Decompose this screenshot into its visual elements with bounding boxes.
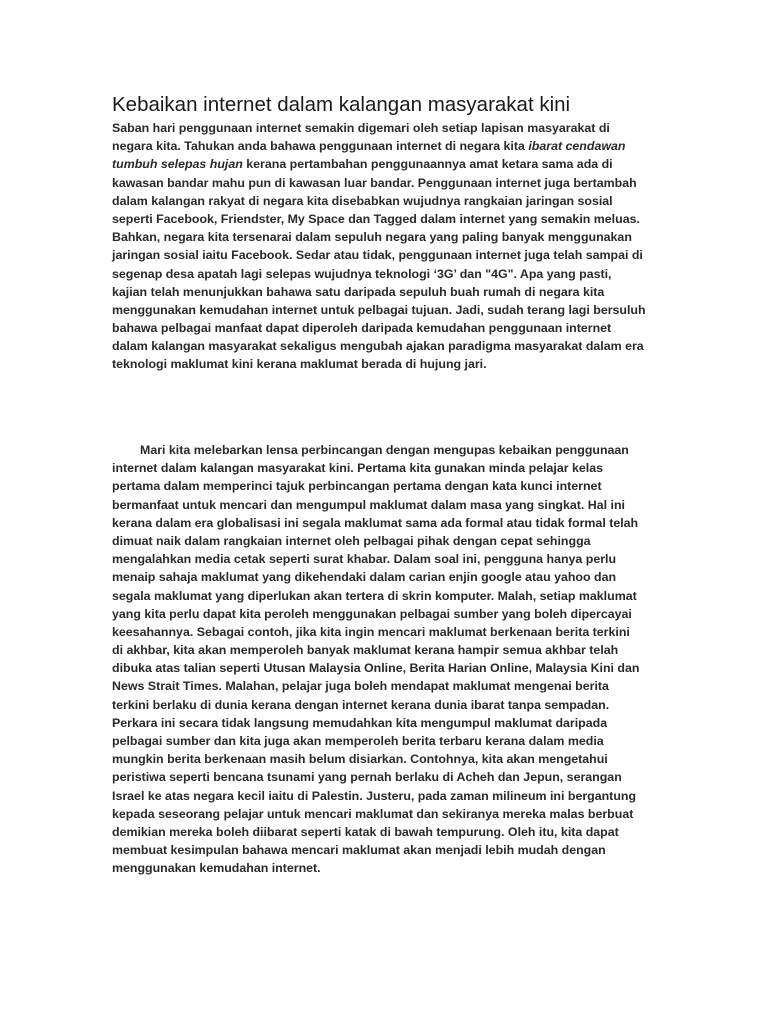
paragraph-line: segenap desa apatah lagi selepas wujudnya teknologi ‘3G’ dan "4G". Apa yang pasti, bbox=[112, 266, 612, 281]
paragraph-line: kajian telah menunjukkan bahawa satu daripada sepuluh buah rumah di negara kita bbox=[112, 284, 605, 299]
paragraph-line: menggunakan kemudahan internet untuk pelbagai tujuan. Jadi, sudah terang lagi bersuluh bbox=[112, 302, 646, 317]
paragraph-1 bbox=[112, 119, 656, 374]
paragraph-line: dalam kalangan rakyat di negara kita disebabkan wujudnya rangkaian jaringan sosial bbox=[112, 193, 613, 208]
paragraph-line: seperti Facebook, Friendster, My Space dan Tagged dalam internet yang semakin meluas. bbox=[112, 211, 640, 226]
line-text: negara kita. Tahukan anda bahawa penggunaan internet di negara kita bbox=[112, 139, 529, 154]
paragraph-line bbox=[112, 137, 656, 155]
paragraph-line: internet dalam kalangan masyarakat kini. Pertama kita gunakan minda pelajar kelas bbox=[112, 461, 604, 476]
document-title: Kebaikan internet dalam kalangan masyarakat kini bbox=[112, 93, 571, 116]
paragraph-line: menaip sahaja maklumat yang dikehendaki dalam carian enjin google atau yahoo dan bbox=[112, 570, 617, 585]
paragraph-line: Perkara ini secara tidak langsung memudahkan kita mengumpul maklumat daripada bbox=[112, 715, 608, 730]
paragraph-2 bbox=[112, 441, 656, 878]
paragraph-line: Bahkan, negara kita tersenarai dalam sepuluh negara yang paling banyak menggunakan bbox=[112, 230, 632, 245]
paragraph-line: bahawa pelbagai manfaat dapat diperoleh daripada kemudahan penggunaan internet bbox=[112, 321, 612, 336]
line-text: kerana pertambahan penggunaannya amat ketara sama ada di bbox=[242, 157, 613, 172]
paragraph-line: demikian mereka boleh diibarat seperti katak di bawah tempurung. Oleh itu, kita dapat bbox=[112, 824, 619, 839]
paragraph-line: membuat kesimpulan bahawa mencari maklumat akan menjadi lebih mudah dengan bbox=[112, 843, 606, 858]
paragraph-line bbox=[112, 155, 656, 173]
paragraph-line: bermanfaat untuk mencari dan mengumpul maklumat dalam masa yang singkat. Hal ini bbox=[112, 497, 625, 512]
paragraph-line: yang kita perlu dapat kita peroleh menggunakan pelbagai sumber yang boleh dipercayai bbox=[112, 606, 632, 621]
document-page bbox=[112, 0, 656, 1024]
italic-phrase: tumbuh selepas hujan bbox=[112, 157, 243, 172]
paragraph-line: dimuat naik dalam rangkaian internet oleh pelbagai pihak dengan cepat sehingga bbox=[112, 533, 591, 548]
paragraph-line: News Strait Times. Malahan, pelajar juga boleh mendapat maklumat mengenai berita bbox=[112, 679, 609, 694]
paragraph-line: kawasan bandar mahu pun di kawasan luar bandar. Penggunaan internet juga bertambah bbox=[112, 175, 637, 190]
paragraph-line: pertama dalam memperinci tajuk perbincangan pertama dengan kata kunci internet bbox=[112, 479, 602, 494]
paragraph-line: kepada seseorang pelajar untuk mencari maklumat dan sekiranya mereka malas berbuat bbox=[112, 806, 634, 821]
paragraph-line: jaringan sosial iaitu Facebook. Sedar atau tidak, penggunaan internet juga telah sampai di bbox=[112, 248, 643, 263]
paragraph-line: keesahannya. Sebagai contoh, jika kita ingin mencari maklumat berkenaan berita terkini bbox=[112, 624, 630, 639]
paragraph-line: Saban hari penggunaan internet semakin digemari oleh setiap lapisan masyarakat di bbox=[112, 121, 610, 135]
paragraph-line: segala maklumat yang diperlukan akan tertera di skrin komputer. Malah, setiap maklumat bbox=[112, 588, 637, 603]
paragraph-line: terkini berlaku di dunia kerana dengan internet kerana dunia ibarat tanpa sempadan. bbox=[112, 697, 610, 712]
paragraph-line: mungkin berita berkenaan masih belum disiarkan. Contohnya, kita akan mengetahui bbox=[112, 752, 608, 767]
paragraph-line: di akhbar, kita akan memperoleh banyak maklumat kerana hampir semua akhbar telah bbox=[112, 643, 619, 658]
italic-phrase: ibarat cendawan bbox=[528, 139, 626, 154]
paragraph-line: menggunakan kemudahan internet. bbox=[112, 861, 321, 876]
paragraph-line: dalam kalangan masyarakat sekaligus mengubah ajakan paradigma masyarakat dalam era bbox=[112, 339, 644, 354]
paragraph-line: kerana dalam era globalisasi ini segala maklumat sama ada formal atau tidak formal telah bbox=[112, 515, 639, 530]
paragraph-line: Israel ke atas negara kecil iaitu di Palestin. Justeru, pada zaman milineum ini bergantung bbox=[112, 788, 637, 803]
paragraph-line: peristiwa seperti bencana tsunami yang pernah berlaku di Acheh dan Jepun, serangan bbox=[112, 770, 622, 785]
paragraph-line: dibuka atas talian seperti Utusan Malaysia Online, Berita Harian Online, Malaysia Kini dan bbox=[112, 661, 640, 676]
paragraph-line: pelbagai sumber dan kita juga akan memperoleh berita terbaru kerana dalam media bbox=[112, 734, 604, 748]
paragraph-line: mengalahkan media cetak seperti surat khabar. Dalam soal ini, pengguna hanya perlu bbox=[112, 552, 617, 567]
paragraph-line: Mari kita melebarkan lensa perbincangan dengan mengupas kebaikan penggunaan bbox=[140, 443, 629, 457]
paragraph-line: teknologi maklumat kini kerana maklumat berada di hujung jari. bbox=[112, 357, 487, 372]
